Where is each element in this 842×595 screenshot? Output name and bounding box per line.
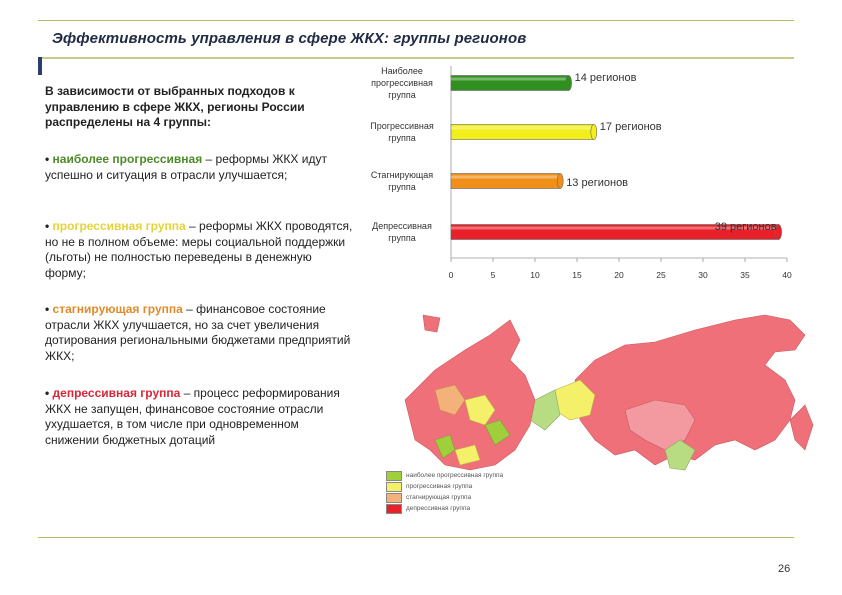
bullet-term: прогрессивная группа [52,219,186,233]
map-region-far-east [790,405,813,450]
bar-highlight-2 [451,176,560,179]
title-accent-bar [38,57,42,75]
x-tick-label: 35 [740,270,750,280]
x-tick-label: 5 [490,270,496,280]
x-tick-label: 40 [782,270,792,280]
map-svg [395,290,820,475]
bullet-term: стагнирующая группа [52,302,183,316]
map-region-east [575,315,805,465]
category-label: Прогрессивная [370,121,434,131]
bullet-dot: • [45,152,53,166]
x-tick-label: 0 [448,270,454,280]
bottom-rule [38,537,794,538]
bullet-dot: • [45,302,53,316]
legend-item-progressive [386,482,546,492]
bullet-text: – реформы ЖКХ идут успешно и ситуация в отрасли улучшается; [45,152,327,182]
title-underline [38,57,794,59]
category-label: прогрессивная [371,78,433,88]
category-label: Наиболее [381,66,423,76]
legend-swatch [386,493,402,503]
bar-cap-1 [591,125,597,140]
page-number: 26 [778,563,791,575]
regions-bar-chart [350,60,800,290]
bullet-text: – реформы ЖКХ проводятся, но не в полном объеме: меры социальной поддержки (льготы) не полностью переведены в денежную форму; [45,219,353,280]
category-label: Депрессивная [372,221,432,231]
bar-cap-2 [557,174,563,189]
legend-item-depressive [386,504,546,514]
data-label-3: 39 регионов [714,221,777,233]
legend-item-most-progressive [386,471,546,481]
category-label: группа [388,233,416,243]
bar-highlight-1 [451,127,594,130]
bullet-progressive [45,219,355,281]
russia-regions-map [395,290,820,480]
data-label-2: 13 регионов [566,177,629,189]
title-top-rule [38,20,794,21]
category-label: группа [388,133,416,143]
x-tick-label: 20 [614,270,624,280]
legend-item-stagnating [386,493,546,503]
bullet-text: – процесс реформирования ЖКХ не запущен, финансовое состояние отрасли ухудшается, в том числе при одновременном снижении бюджетных дотаций [45,386,340,447]
bullet-text: – финансовое состояние отрасли ЖКХ улучшается, но за счет увеличения дотирования региональными бюджетами предприятий ЖКХ; [45,302,351,363]
bullet-dot: • [45,386,53,400]
map-region-green-ural [530,390,560,430]
category-label: группа [388,90,416,100]
x-tick-label: 25 [656,270,666,280]
bullet-term: наиболее прогрессивная [52,152,203,166]
legend-label: прогрессивная группа [406,483,473,490]
x-tick-label: 30 [698,270,708,280]
legend-swatch [386,471,402,481]
legend-swatch [386,482,402,492]
category-label: группа [388,182,416,192]
category-label: Стагнирующая [370,170,434,180]
map-region-kola [423,315,440,332]
bullet-depressive [45,386,355,448]
intro-text: В зависимости от выбранных подходов к управлению в сфере ЖКХ, регионы России распределены на 4 группы: [45,84,305,129]
legend-label: наиболее прогрессивная группа [406,472,504,479]
x-tick-label: 10 [530,270,540,280]
bullet-most-progressive [45,152,355,183]
bar-cap-0 [566,76,572,91]
bullet-term: депрессивная группа [52,386,181,400]
legend-swatch [386,504,402,514]
bullet-dot: • [45,219,53,233]
data-label-1: 17 регионов [599,121,662,133]
bullet-stagnating [45,302,355,364]
bar-highlight-0 [451,78,569,81]
legend-label: депрессивная группа [406,505,471,512]
data-label-0: 14 регионов [574,72,637,84]
x-tick-label: 15 [572,270,582,280]
slide-title: Эффективность управления в сфере ЖКХ: группы регионов [52,30,527,47]
legend-label: стагнирующая группа [406,494,472,501]
